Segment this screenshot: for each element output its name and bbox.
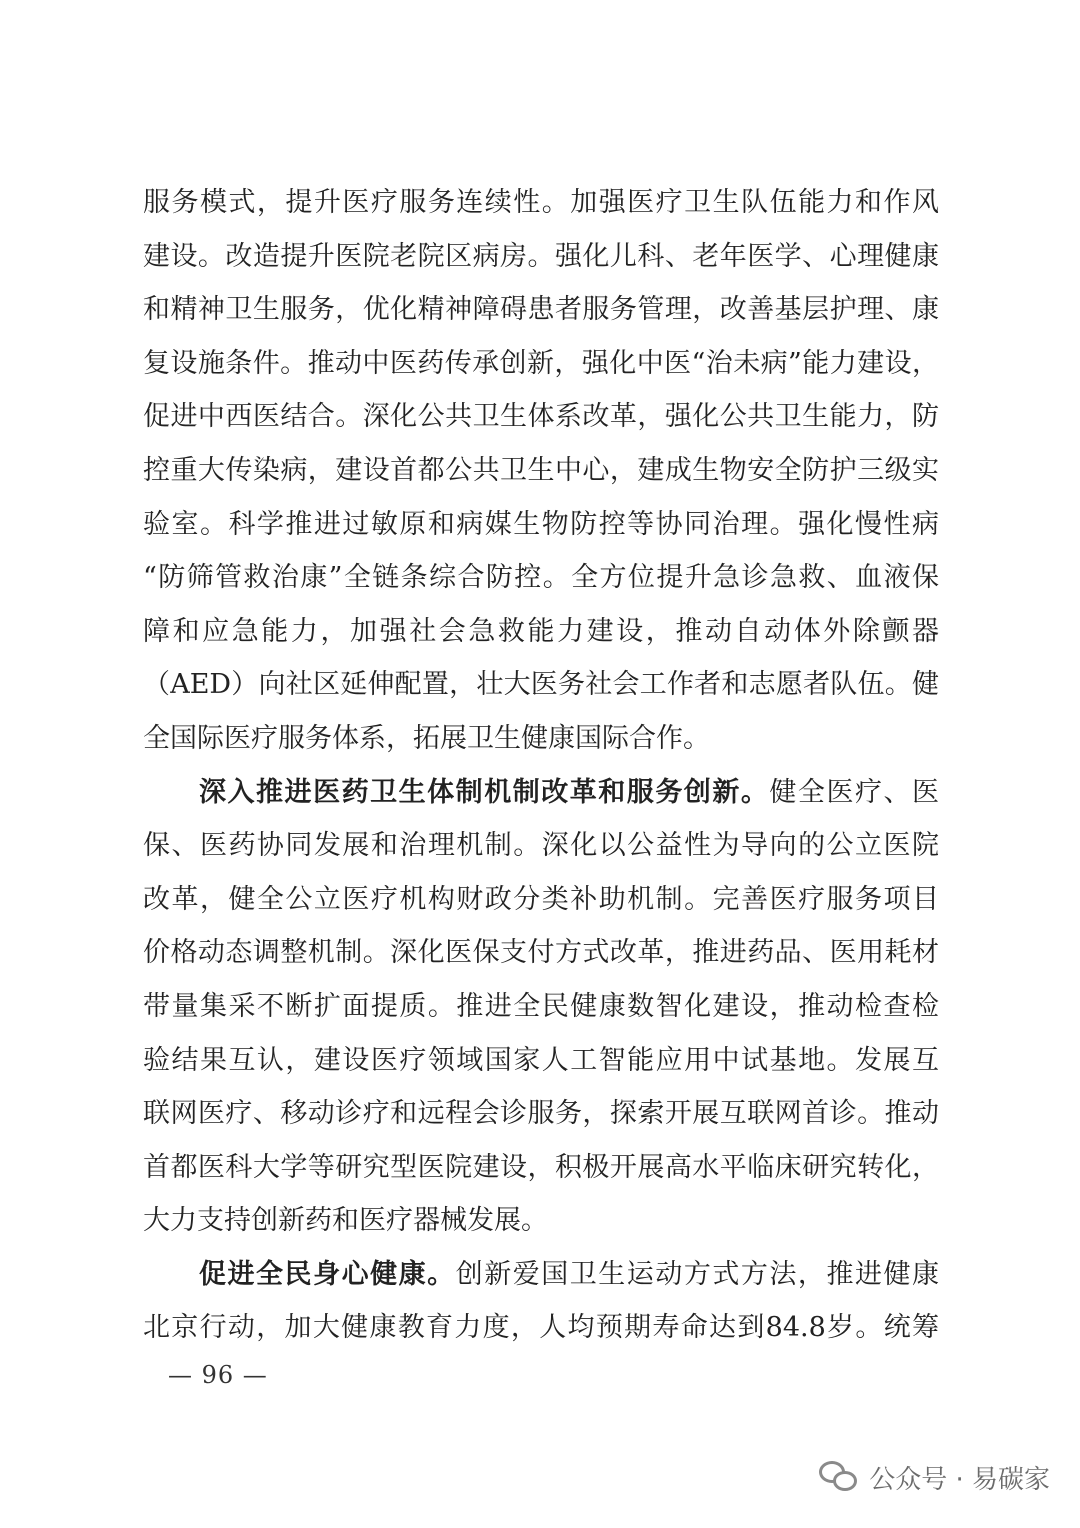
text-line: 复设施条件。推动中医药传承创新，强化中医“治未病”能力建设， [143, 347, 939, 379]
text-line: 大力支持创新药和医疗器械发展。 [143, 1205, 548, 1237]
page-number: — 96 — [168, 1361, 268, 1389]
section-heading: 促进全民身心健康。 [199, 1258, 456, 1290]
wechat-icon [817, 1459, 859, 1495]
paragraph-first-line [143, 1248, 939, 1302]
text-line: 建设。改造提升医院老院区病房。强化儿科、老年医学、心理健康 [143, 240, 939, 272]
watermark [817, 1452, 1050, 1502]
text-line: 障和应急能力，加强社会急救能力建设，推动自动体外除颤器 [143, 615, 939, 647]
text-line: 价格动态调整机制。深化医保支付方式改革，推进药品、医用耗材 [143, 937, 939, 969]
text-line: 全国际医疗服务体系，拓展卫生健康国际合作。 [143, 722, 710, 754]
text-line: 验结果互认，建设医疗领域国家人工智能应用中试基地。发展互 [143, 1044, 939, 1076]
text-line: 控重大传染病，建设首都公共卫生中心，建成生物安全防护三级实 [143, 454, 939, 486]
text-run: 健全医疗、医 [769, 776, 939, 808]
paragraph-first-line [143, 766, 939, 820]
text-line: 首都医科大学等研究型医院建设，积极开展高水平临床研究转化， [143, 1151, 939, 1183]
body-text [143, 176, 939, 1355]
text-line: 带量集采不断扩面提质。推进全民健康数智化建设，推动检查检 [143, 990, 939, 1022]
text-line: “防筛管救治康”全链条综合防控。全方位提升急诊急救、血液保 [143, 562, 939, 594]
text-line: 联网医疗、移动诊疗和远程会诊服务，探索开展互联网首诊。推动 [143, 1098, 939, 1130]
text-line: 改革，健全公立医疗机构财政分类补助机制。完善医疗服务项目 [143, 883, 939, 915]
text-line: 促进中西医结合。深化公共卫生体系改革，强化公共卫生能力，防 [143, 401, 939, 433]
text-line: 和精神卫生服务，优化精神障碍患者服务管理，改善基层护理、康 [143, 294, 939, 326]
watermark-text: 公众号 · 易碳家 [869, 1464, 1050, 1495]
text-line: 保、医药协同发展和治理机制。深化以公益性为导向的公立医院 [143, 830, 939, 862]
text-line: 北京行动，加大健康教育力度，人均预期寿命达到84.8岁。统筹 [143, 1312, 939, 1344]
text-line: （AED）向社区延伸配置，壮大医务社会工作者和志愿者队伍。健 [143, 669, 939, 701]
text-line: 服务模式，提升医疗服务连续性。加强医疗卫生队伍能力和作风 [143, 187, 939, 218]
text-run: 创新爱国卫生运动方式方法，推进健康 [455, 1258, 939, 1290]
section-heading: 深入推进医药卫生体制机制改革和服务创新。 [199, 776, 770, 808]
text-line: 验室。科学推进过敏原和病媒生物防控等协同治理。强化慢性病 [143, 508, 939, 540]
